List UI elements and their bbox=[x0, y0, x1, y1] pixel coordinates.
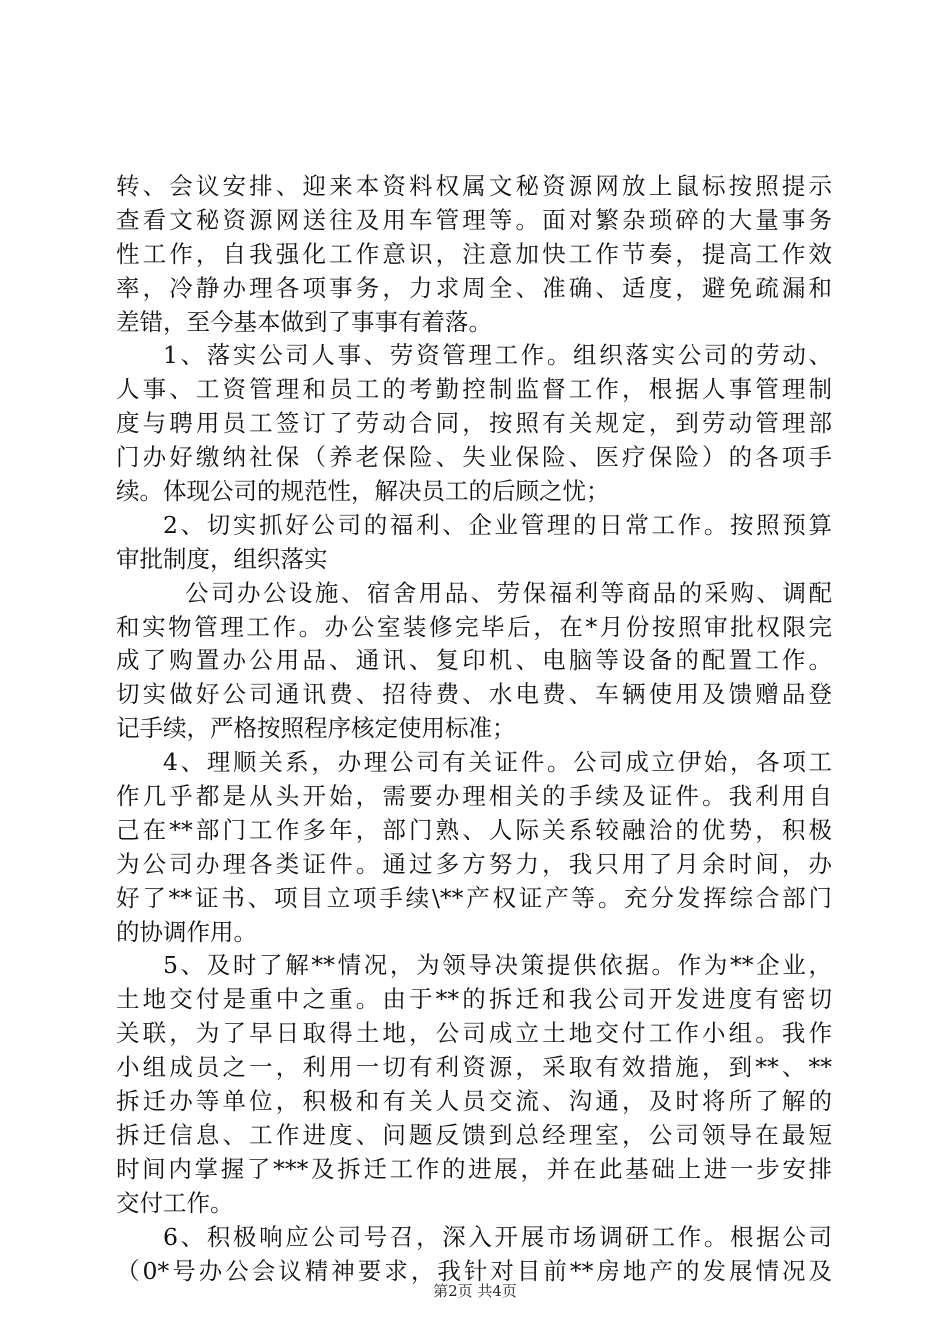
text-line: 关联，为了早日取得土地，公司成立土地交付工作小组。我作 bbox=[116, 1019, 832, 1048]
text-line: 性工作，自我强化工作意识，注意加快工作节奏，提高工作效 bbox=[116, 239, 832, 268]
text-line: 人事、工资管理和员工的考勤控制监督工作，根据人事管理制 bbox=[116, 375, 832, 404]
text-line: 转、会议安排、迎来本资料权属文秘资源网放上鼠标按照提示 bbox=[116, 172, 832, 200]
text-line: 续。体现公司的规范性，解决员工的后顾之忧； bbox=[116, 477, 610, 506]
text-line: 公司办公设施、宿舍用品、劳保福利等商品的采购、调配 bbox=[185, 578, 832, 607]
text-line: 度与聘用员工签订了劳动合同，按照有关规定，到劳动管理部 bbox=[116, 409, 832, 438]
text-line: 查看文秘资源网送往及用车管理等。面对繁杂琐碎的大量事务 bbox=[116, 205, 832, 234]
text-line: 小组成员之一，利用一切有利资源，采取有效措施，到**、** bbox=[116, 1053, 832, 1082]
text-line: 1、落实公司人事、劳资管理工作。组织落实公司的劳动、 bbox=[163, 341, 832, 370]
text-line: 4、理顺关系，办理公司有关证件。公司成立伊始，各项工 bbox=[163, 748, 832, 777]
document-body bbox=[116, 170, 832, 1288]
text-line: 交付工作。 bbox=[116, 1188, 234, 1217]
text-line: 拆迁信息、工作进度、问题反馈到总经理室，公司领导在最短 bbox=[116, 1120, 832, 1149]
text-line: 作几乎都是从头开始，需要办理相关的手续及证件。我利用自 bbox=[116, 782, 832, 811]
text-line: 好了**证书、项目立项手续\**产权证产等。充分发挥综合部门 bbox=[116, 883, 832, 912]
text-line: 6、积极响应公司号召，深入开展市场调研工作。根据公司 bbox=[163, 1222, 832, 1251]
text-line: 拆迁办等单位，积极和有关人员交流、沟通，及时将所了解的 bbox=[116, 1087, 832, 1116]
text-line: 的协调作用。 bbox=[116, 917, 257, 946]
text-line: 为公司办理各类证件。通过多方努力，我只用了月余时间，办 bbox=[116, 849, 832, 878]
text-line: 己在**部门工作多年，部门熟、人际关系较融洽的优势，积极 bbox=[116, 815, 832, 844]
text-line: 和实物管理工作。办公室装修完毕后，在*月份按照审批权限完 bbox=[116, 612, 832, 641]
text-line: 切实做好公司通讯费、招待费、水电费、车辆使用及馈赠品登 bbox=[116, 680, 832, 709]
text-line: 差错，至今基本做到了事事有着落。 bbox=[116, 307, 492, 336]
page-footer: 第2页 共4页 bbox=[433, 1282, 517, 1300]
text-line: 成了购置办公用品、通讯、复印机、电脑等设备的配置工作。 bbox=[116, 646, 832, 675]
text-line: 门办好缴纳社保（养老保险、失业保险、医疗保险）的各项手 bbox=[116, 443, 832, 472]
text-line: 2、切实抓好公司的福利、企业管理的日常工作。按照预算 bbox=[163, 510, 832, 539]
text-line: 时间内掌握了***及拆迁工作的进展，并在此基础上进一步安排 bbox=[116, 1154, 832, 1183]
text-line: （0*号办公会议精神要求，我针对目前**房地产的发展情况及 bbox=[116, 1256, 832, 1285]
text-line: 5、及时了解**情况，为领导决策提供依据。作为**企业， bbox=[163, 951, 832, 980]
text-line: 土地交付是重中之重。由于**的拆迁和我公司开发进度有密切 bbox=[116, 985, 832, 1014]
text-line: 审批制度，组织落实 bbox=[116, 544, 328, 573]
text-line: 率，冷静办理各项事务，力求周全、准确、适度，避免疏漏和 bbox=[116, 273, 832, 302]
text-line: 记手续，严格按照程序核定使用标准； bbox=[116, 714, 516, 743]
